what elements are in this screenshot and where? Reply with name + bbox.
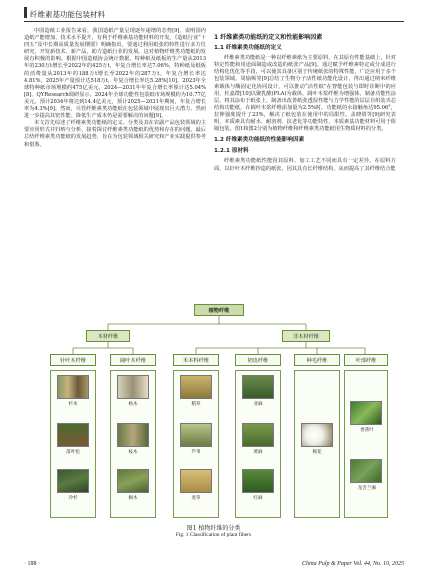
- header-mark: [24, 7, 27, 18]
- header-title: 纤维素基功能包装材料: [30, 10, 105, 19]
- left-paragraph-2: 本文首先综述了纤维素类功能纸的定义、分类及其在农副产品包装领域的主要应用形式并归纳与分析，接着探讨纤维素类功能纸的优势和存在的问题，最后总结纤维素类功能纸的发展趋势，旨在为包装领域相关研究和产业实践提供参考和借鉴。: [24, 120, 206, 148]
- item-poplar: 杨木: [128, 402, 138, 407]
- item-wheat-straw: 麦草: [191, 496, 201, 501]
- item-banana-leaf: 香蕉叶: [360, 428, 374, 433]
- item-jute: 黄麻: [253, 450, 263, 455]
- flax-image: [242, 375, 274, 399]
- journal-info: China Pulp & Paper Vol. 44, No. 10, 2025: [302, 561, 404, 567]
- category-wood-fiber: 木材纤维: [86, 330, 130, 342]
- figure-plant-fiber-classification: [46, 302, 392, 520]
- group-leaf: 叶部纤维: [344, 354, 388, 366]
- agave-image: [350, 459, 382, 483]
- page-number: · 188 ·: [24, 561, 40, 567]
- item-larch: 落叶松: [66, 450, 80, 455]
- reed-image: [180, 423, 212, 447]
- item-cotton: 棉花: [312, 450, 322, 455]
- page-header: [24, 7, 404, 23]
- item-spruce: 冷杉: [68, 496, 78, 501]
- group-hardwood: 阔叶木纤维: [110, 354, 156, 366]
- rice-straw-image: [180, 375, 212, 399]
- bast-items: [235, 370, 281, 518]
- leaf-items: [344, 370, 388, 518]
- group-bast: 韧皮纤维: [235, 354, 281, 366]
- cotton-image: [301, 423, 333, 447]
- item-fir: 杉木: [68, 402, 78, 407]
- category-nonwood-fiber: 非木材纤维: [282, 330, 330, 342]
- item-agave: 龙舌兰麻: [357, 486, 377, 491]
- section-heading-1-2: 1.2 纤维素类功能纸的性能影响因素: [214, 137, 305, 144]
- fir-image: [57, 375, 89, 399]
- maple-image: [117, 469, 149, 493]
- group-seed-hair: 种毛纤维: [294, 354, 340, 366]
- right-paragraph-1: 纤维素类功能纸是一种以纤维素纸为主要原料，在其原有性能基础上，针对特定性能和用途面制造或改造的纸张产品[9]。通过赋予纤维素特定或分成进行结构化优化等手段，可以使其具备区别于传统纸张的特殊性能，广泛应用于多个包装领域。周愉频等[9]总结了生物分子活性纸功能化设计，得出通过纳米纤维素载体与酶固定化协同设计，可以推动“活性纸”在智能包装与即时诊断中的应用。杜嘉群[10]以聚乳酸(PLA)为载体，阔叶木浆纤维为增强体，制备功能性涂层，将其涂布于纸张上，制备出改善纸张透湿性能与力学性能的层层自组装夹芯结构功能纸，在阔叶木浆纤维添加量为2.5%时，功能纸的水接触角达95.06°，拉伸强度提升了23%，解决了纸包装在使用中的局限性。盖晓倩等[9]研究表明，本质素具有耐水、耐溶剂、抗老化等功能特性，本质素基功能材料可用于阻隔包装。图1和图2分别为植物纤维和纤维素类功能纸用生物质材料的分类。: [214, 55, 396, 133]
- section-heading-1: 1 纤维素类功能纸的定义和性能影响因素: [214, 34, 323, 41]
- item-eucalyptus: 桉木: [128, 450, 138, 455]
- section-heading-1-2-1: 1.2.1 原材料: [214, 148, 249, 155]
- figure-caption-en: Fig. 1 Classification of plant fibers: [175, 532, 252, 538]
- wheat-straw-image: [180, 469, 212, 493]
- left-paragraph-1: 中国造纸工业报告来看，我国造纸产量呈现逐年递增的态势[9]，说明国内造纸产能增加，技术水平提升，有利于纤维素基功能材料的开发。《造纸行业“十四五”及中长期高质量发展纲要》明确指出，要通过利用纸张的特性进行多方位研究，开发新技术、新产品，助力造纸行业的发展。这对植物纤维类功能纸的发展有积极的影响。根据中国造纸协会统计数据，特种纸及纸板的生产量从2013年的230万t增长至2022年的425万t，年复合增长率达7.06%，特种纸及纸板的消费量从2013年的188万t增长至2022年的287万t，年复合增长率达4.81%。2025年产量预计达518万t，年复合增长率达5.28%[10]。2023年全球特种纸市场规模约475亿美元，2024—2031年年复合增长率预计达5.04%[8]。QYResearch调研显示，2024年全球功能性包装纸市场规模约为10.77亿美元，预计2034年将达到14.4亿美元，预计2025—2031年期间，年复合增长率为4.3%[9]。然而，尽管纤维素类功能纸在包装领域中展现出巨大潜力，然而进一步提高其密性能、降低生产成本仍是需要解决的问题[9]。: [24, 28, 206, 120]
- grass-items: [173, 370, 219, 518]
- item-reed: 芦苇: [191, 450, 201, 455]
- seed-hair-items: [294, 370, 340, 518]
- larch-image: [57, 423, 89, 447]
- eucalyptus-image: [117, 423, 149, 447]
- hardwood-items: [110, 370, 156, 518]
- group-grass: 禾本科纤维: [173, 354, 219, 366]
- item-maple: 枫木: [128, 496, 138, 501]
- section-heading-1-1: 1.1 纤维素类功能纸的定义: [214, 45, 282, 52]
- group-softwood: 针叶木纤维: [50, 354, 96, 366]
- right-column: [214, 28, 396, 173]
- right-paragraph-2: 纤维素类功能纸性能因其原料、加工工艺不同而具有一定差异。在原料方面，以针叶木纤维抄造的纸张，因其具有长纤维结构，从而提高了其纤维结合能: [214, 158, 396, 172]
- item-rice-straw: 稻草: [191, 402, 201, 407]
- header-rule: [24, 21, 404, 22]
- spruce-image: [57, 469, 89, 493]
- jute-image: [242, 423, 274, 447]
- softwood-items: [50, 370, 96, 518]
- kenaf-image: [242, 469, 274, 493]
- poplar-image: [117, 375, 149, 399]
- item-flax: 亚麻: [253, 402, 263, 407]
- left-column: [24, 28, 206, 149]
- figure-caption-cn: 图1 植物纤维的分类: [186, 525, 241, 532]
- item-kenaf: 红麻: [253, 496, 263, 501]
- tree-root-node: 植物纤维: [194, 304, 244, 316]
- banana-leaf-image: [350, 401, 382, 425]
